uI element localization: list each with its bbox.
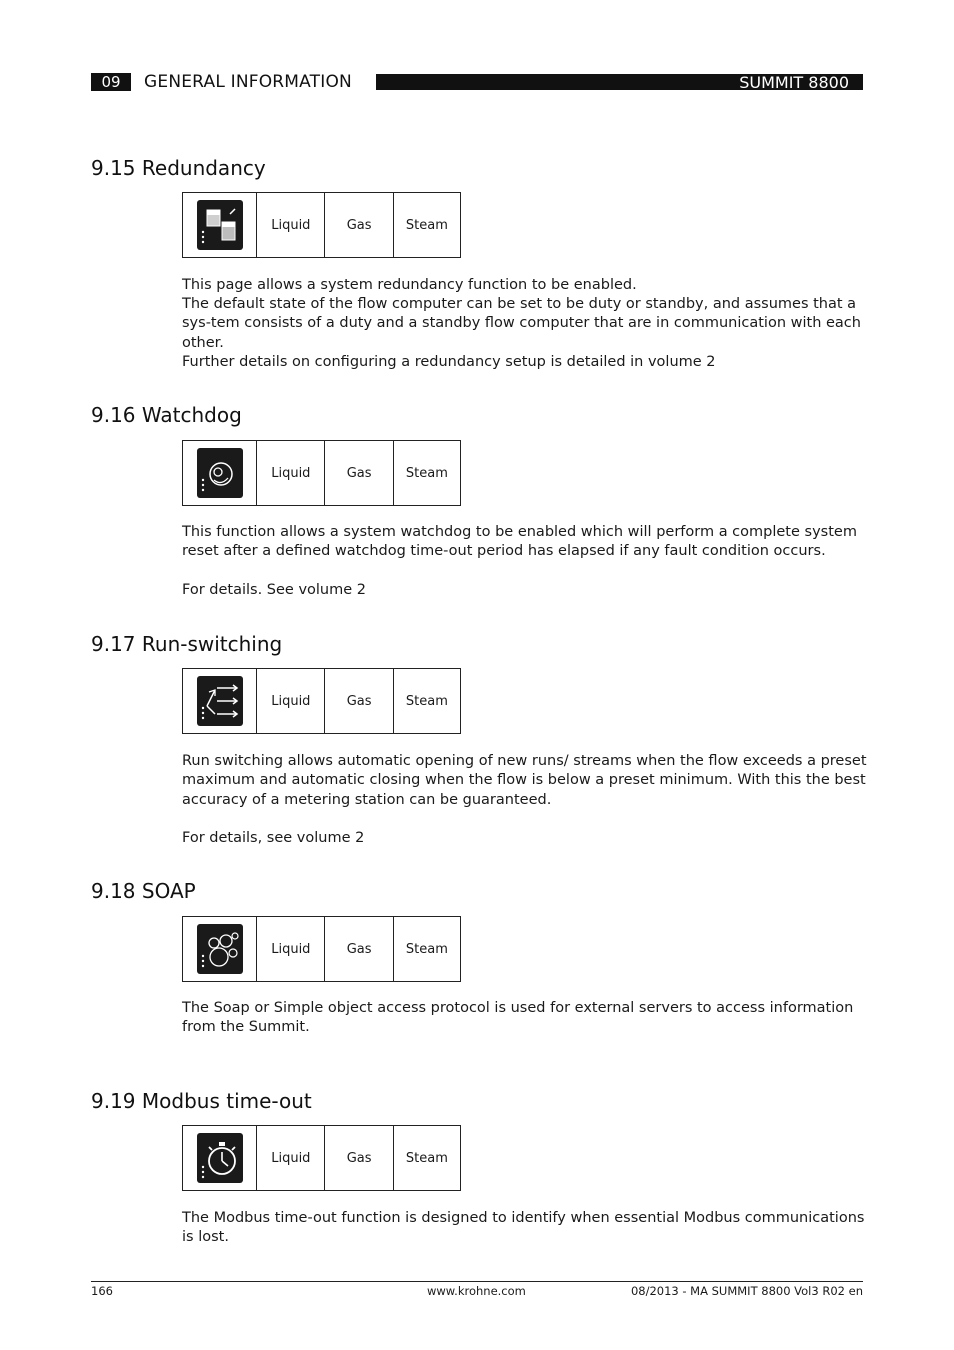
paragraph: For details. See volume 2 bbox=[182, 582, 366, 598]
run-switching-icon bbox=[197, 676, 243, 726]
media-liquid: Liquid bbox=[257, 193, 325, 257]
page-header bbox=[91, 73, 863, 91]
section-title-soap: 9.18 SOAP bbox=[91, 879, 196, 903]
media-liquid: Liquid bbox=[257, 917, 325, 981]
media-gas: Gas bbox=[325, 669, 393, 733]
section-title-modbus-timeout: 9.19 Modbus time-out bbox=[91, 1089, 312, 1113]
applicability-table-soap bbox=[182, 916, 461, 982]
media-steam: Steam bbox=[405, 1150, 448, 1166]
section-title-run-switching: 9.17 Run-switching bbox=[91, 632, 283, 656]
media-steam: Steam bbox=[405, 465, 448, 481]
media-liquid: Liquid bbox=[257, 441, 325, 505]
media-gas: Gas bbox=[325, 441, 393, 505]
section-title-redundancy: 9.15 Redundancy bbox=[91, 156, 266, 180]
paragraph: The Soap or Simple object access protocol is used for external servers to access information from the Summit. bbox=[182, 1000, 854, 1036]
paragraph: Run switching allows automatic opening of new runs/ streams when the flow exceeds a preset maximum and automatic closing when the flow is below a preset minimum. With this the best accuracy of a metering station can be guaranteed. bbox=[182, 753, 867, 808]
paragraph: This page allows a system redundancy function to be enabled. bbox=[182, 277, 637, 293]
applicability-table-run-switching bbox=[182, 668, 461, 734]
media-steam: Steam bbox=[405, 941, 448, 957]
media-steam: Steam bbox=[405, 217, 448, 233]
page-number: 166 bbox=[91, 1284, 113, 1298]
media-gas: Gas bbox=[325, 917, 393, 981]
media-steam: Steam bbox=[405, 693, 448, 709]
media-gas: Gas bbox=[325, 193, 393, 257]
redundancy-icon bbox=[197, 200, 243, 250]
paragraph: For details, see volume 2 bbox=[182, 830, 365, 846]
chapter-number: 09 bbox=[91, 73, 131, 91]
section-title-watchdog: 9.16 Watchdog bbox=[91, 403, 242, 427]
footer-website: www.krohne.com bbox=[427, 1284, 526, 1298]
paragraph: Further details on configuring a redundancy setup is detailed in volume 2 bbox=[182, 354, 716, 370]
product-name: SUMMIT 8800 bbox=[739, 73, 849, 92]
footer-doc-ref: 08/2013 - MA SUMMIT 8800 Vol3 R02 en bbox=[630, 1284, 863, 1298]
paragraph: The Modbus time-out function is designed to identify when essential Modbus communications is lost. bbox=[182, 1210, 865, 1246]
media-liquid: Liquid bbox=[257, 1126, 325, 1190]
applicability-table-watchdog bbox=[182, 440, 461, 506]
soap-icon bbox=[197, 924, 243, 974]
watchdog-icon bbox=[197, 448, 243, 498]
media-liquid: Liquid bbox=[257, 669, 325, 733]
media-gas: Gas bbox=[325, 1126, 393, 1190]
chapter-title: GENERAL INFORMATION bbox=[144, 72, 352, 92]
footer-rule bbox=[91, 1281, 863, 1282]
paragraph: This function allows a system watchdog to be enabled which will perform a complete system reset after a defined watchdog time-out period has elapsed if any fault condition occurs. bbox=[182, 524, 857, 560]
stopwatch-icon bbox=[197, 1133, 243, 1183]
applicability-table-modbus-timeout bbox=[182, 1125, 461, 1191]
paragraph: The default state of the flow computer can be set to be duty or standby, and assumes that a sys-tem consists of a duty and a standby flow computer that are in communication with each other. bbox=[182, 296, 861, 351]
applicability-table-redundancy bbox=[182, 192, 461, 258]
header-bar bbox=[376, 74, 863, 90]
